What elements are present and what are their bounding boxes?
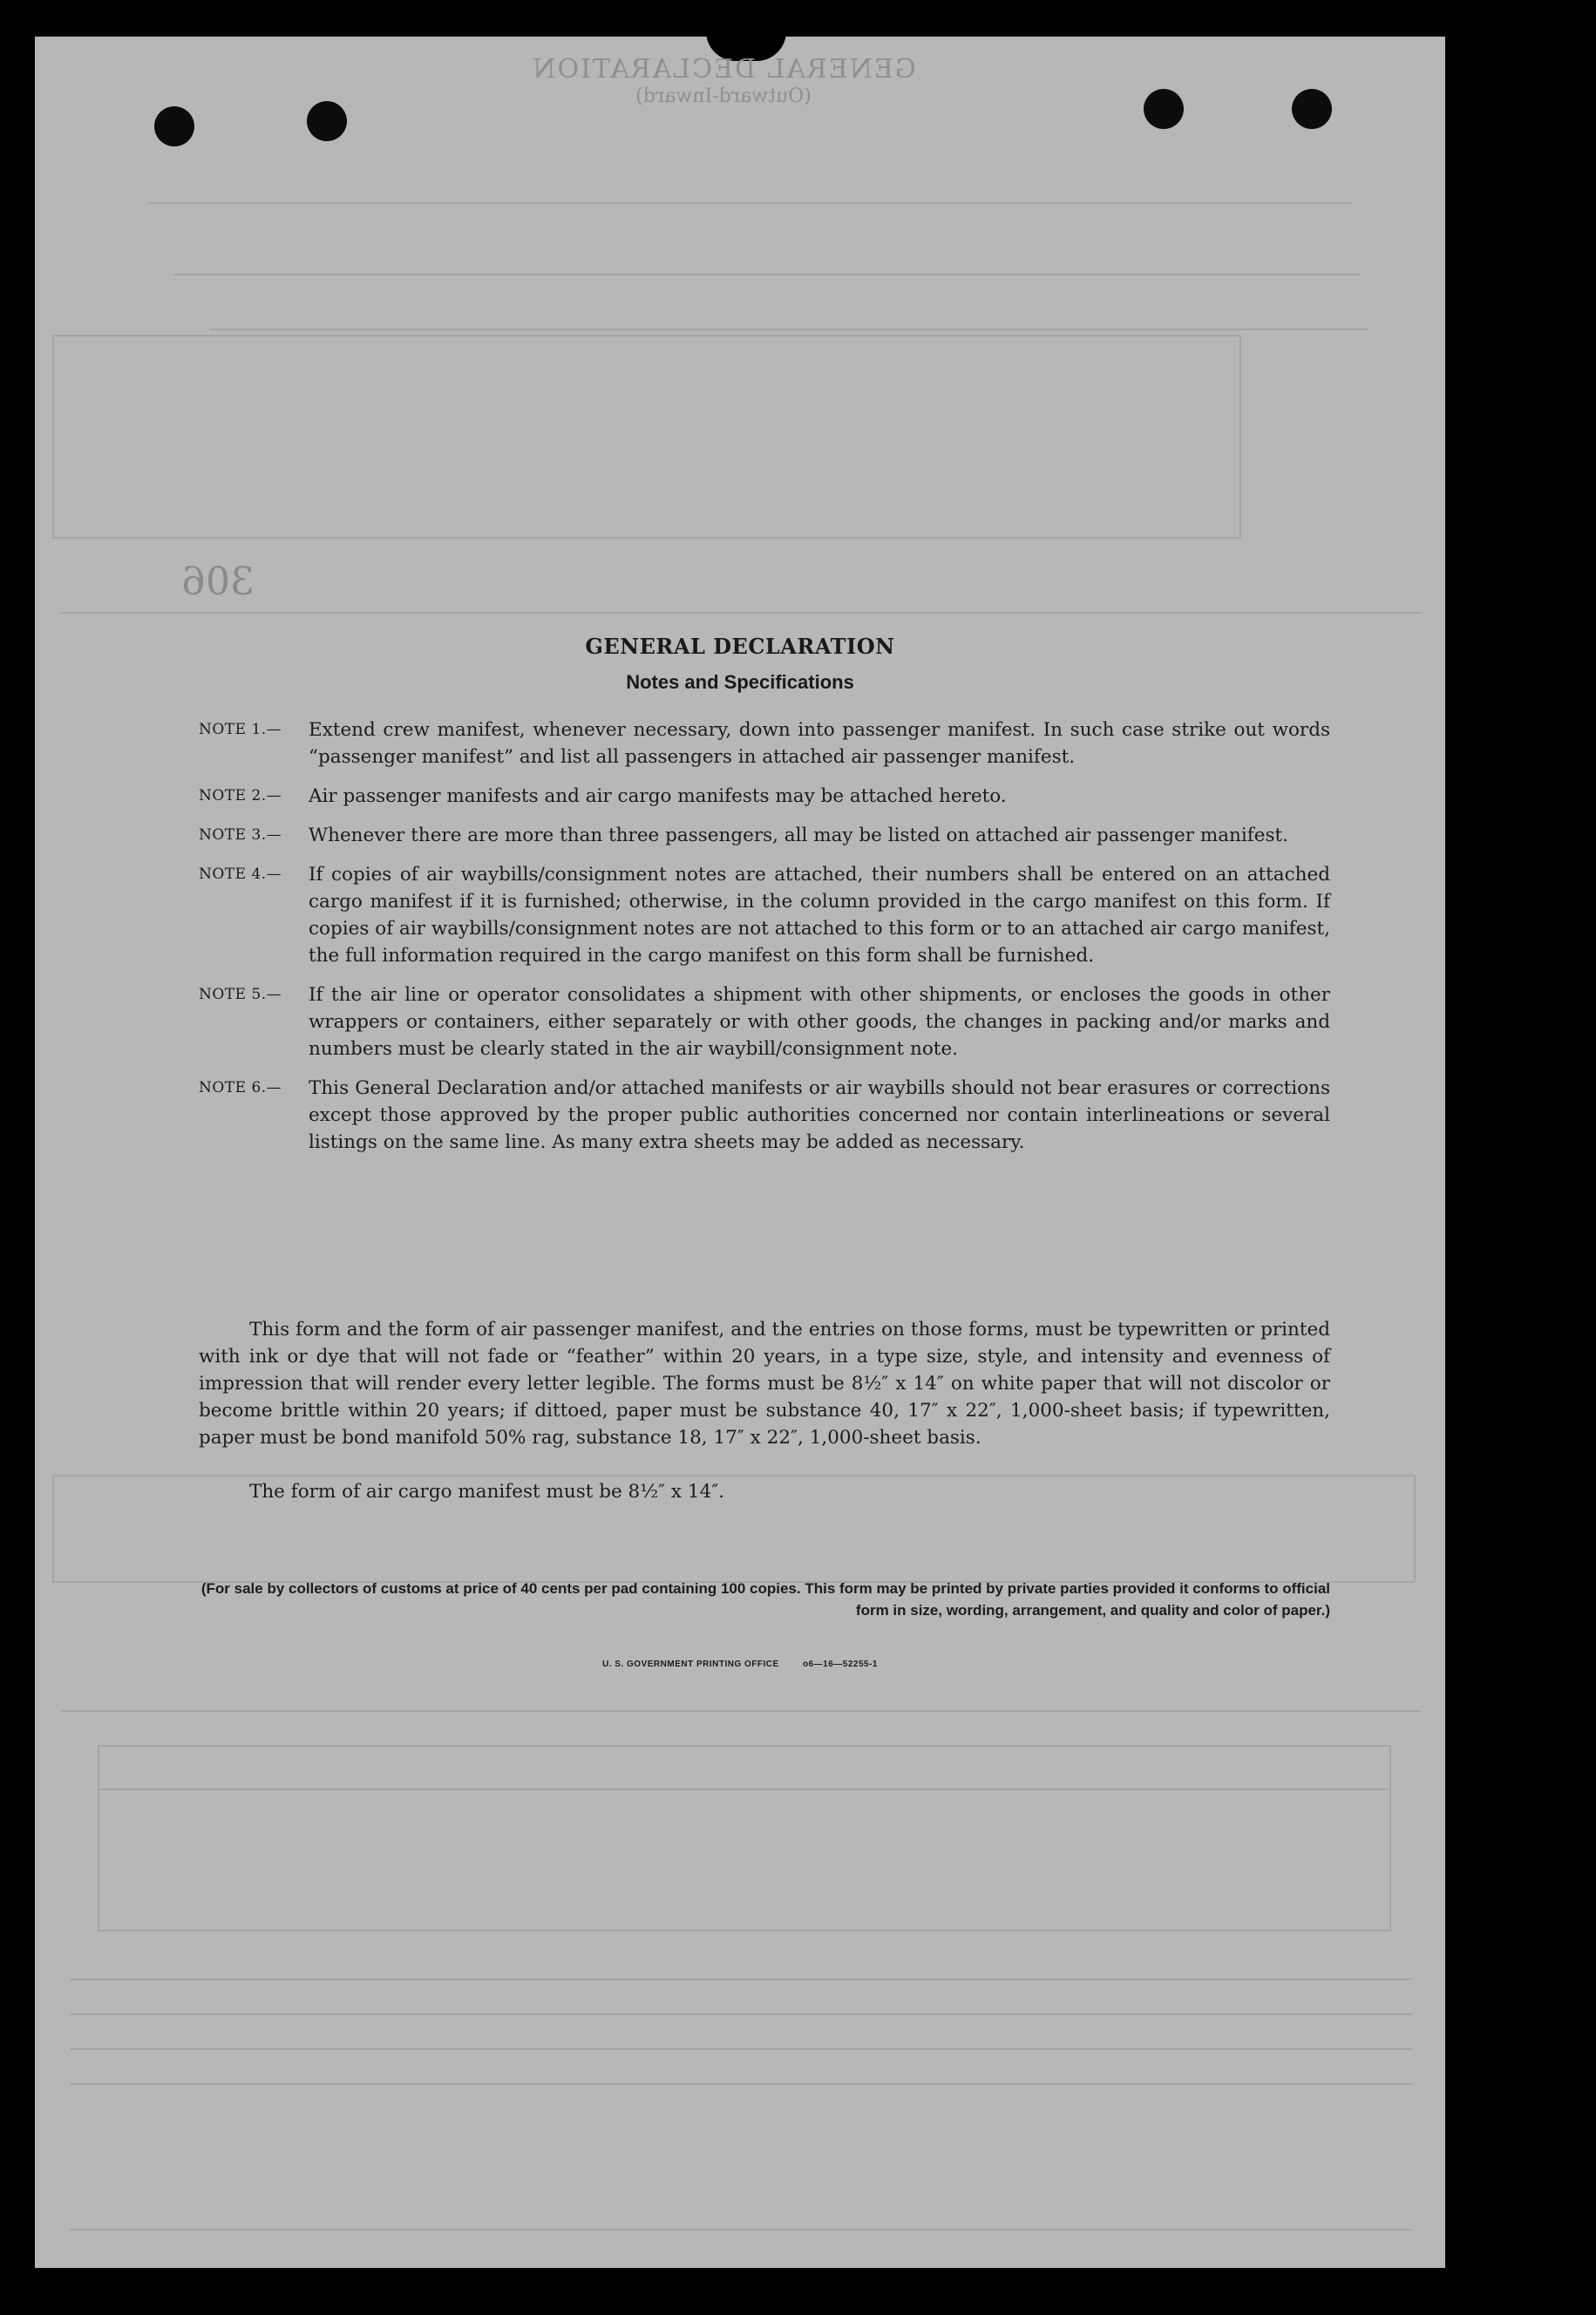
showthrough-rule [174,274,1360,275]
showthrough-cargo-box [98,1745,1391,1931]
showthrough-rule [61,612,1421,614]
page-number: 306 [181,560,255,604]
showthrough-rule [70,1979,1412,1980]
showthrough-rule [70,2013,1412,2015]
note-label: NOTE 6.— [199,1079,282,1096]
showthrough-rule [70,2083,1412,2085]
note-1 [199,716,1330,771]
punch-hole [1292,89,1332,129]
note-label: NOTE 5.— [199,986,282,1003]
punch-hole [1144,89,1184,129]
printing-office-code: o6—16—52255-1 [802,1660,878,1669]
note-text: Extend crew manifest, whenever necessary, down into passenger manifest. In such case strike out words “passenger manifest” and list all passengers in attached air passenger manifest. [309,719,1330,768]
note-6 [199,1075,1330,1156]
showthrough-rule [98,1789,1388,1790]
specification-paragraph: This form and the form of air passenger manifest, and the entries on those forms, must be typewritten or printed with ink or dye that will not fade or “feather” within 20 years, in a type size, style, and intensity and evenness of impression that will render every letter legible. The forms must be 8½″ x 14″ on white paper that will not discolor or become brittle within 20 years; if dittoed, paper must be substance 40, 17″ x 22″, 1,000-sheet basis; if typewritten, paper must be bond manifold 50% rag, substance 18, 17″ x 22″, 1,000-sheet basis. [199,1319,1330,1449]
note-3 [199,822,1330,849]
note-label: NOTE 2.— [199,787,282,804]
note-4 [199,861,1330,969]
note-label: NOTE 1.— [199,721,282,738]
note-text: This General Declaration and/or attached manifests or air waybills should not bear erasures or corrections except those approved by the proper public authorities concerned nor contain interlineations or several listings on the same line. As many extra sheets may be added as necessary. [309,1077,1330,1153]
punch-hole [307,101,347,141]
showthrough-subtitle: (Outward-Inward) [635,85,812,107]
note-text: If copies of air waybills/consignment notes are attached, their numbers shall be entered on an attached cargo manifest if it is furnished; otherwise, in the column provided in the cargo manifest on this form. If copies of air waybills/consignment notes are not attached to this form or to an attached air cargo manifest, the full information required in the cargo manifest on this form shall be furnished. [309,864,1330,967]
page-subtitle: Notes and Specifications [626,671,854,693]
notes-list [199,716,1330,1168]
note-2 [199,783,1330,810]
sale-notice: (For sale by collectors of customs at price of 40 cents per pad containing 100 copies. This form may be printed by private parties provided it conforms to official form in size, wording, arrangement, and quality and color of paper.) [200,1580,1330,1619]
showthrough-rule [148,202,1351,204]
printing-office-name: U. S. GOVERNMENT PRINTING OFFICE [602,1660,779,1669]
showthrough-title: GENERAL DECLARATION [531,54,916,85]
page-title: GENERAL DECLARATION [585,634,895,659]
note-text: Whenever there are more than three passengers, all may be listed on attached air passenger manifest. [309,825,1288,846]
note-label: NOTE 4.— [199,866,282,883]
showthrough-rule [70,2229,1412,2230]
document-page [35,37,1445,2268]
printing-office-line [35,1660,1445,1669]
note-label: NOTE 3.— [199,826,282,844]
punch-hole [154,106,194,146]
cargo-manifest-size-paragraph: The form of air cargo manifest must be 8½″ x 14″. [249,1481,725,1503]
showthrough-rule [61,1710,1421,1712]
showthrough-rule [70,2048,1412,2050]
showthrough-itinerary-box [52,335,1241,539]
note-text: Air passenger manifests and air cargo manifests may be attached hereto. [309,785,1007,807]
note-text: If the air line or operator consolidates a shipment with other shipments, or encloses the goods in other wrappers or containers, either separately or with other goods, the changes in packing and/or marks and numbers must be clearly stated in the air waybill/consignment note. [309,984,1330,1060]
note-5 [199,981,1330,1062]
showthrough-rule [209,329,1368,330]
